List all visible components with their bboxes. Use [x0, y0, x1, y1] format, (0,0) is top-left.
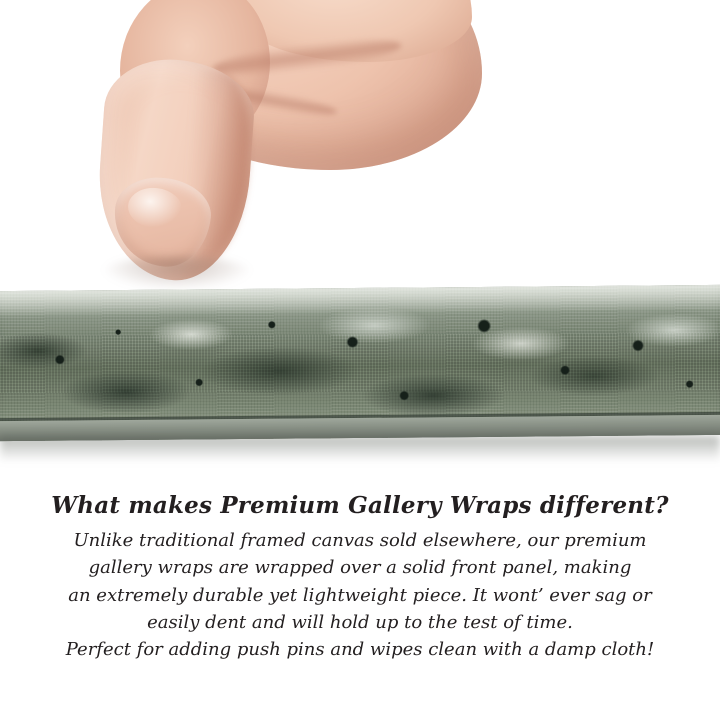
- caption-line: an extremely durable yet lightweight piece. It wont’ ever sag or: [68, 584, 652, 606]
- caption-block: [0, 492, 720, 664]
- caption-line: Perfect for adding push pins and wipes clean with a damp cloth!: [65, 639, 655, 661]
- gallery-wrap-canvas-edge: [0, 285, 720, 441]
- caption-body: [50, 527, 670, 664]
- caption-line: easily dent and will hold up to the test of time.: [147, 612, 573, 634]
- hand-pressing-down: [92, 0, 492, 320]
- caption-line: gallery wraps are wrapped over a solid front panel, making: [88, 557, 632, 579]
- canvas-drop-shadow: [0, 436, 720, 462]
- caption-heading: What makes Premium Gallery Wraps different?: [51, 492, 669, 519]
- fingertip-contact-shadow: [102, 256, 252, 290]
- caption-line: Unlike traditional framed canvas sold elsewhere, our premium: [73, 530, 647, 551]
